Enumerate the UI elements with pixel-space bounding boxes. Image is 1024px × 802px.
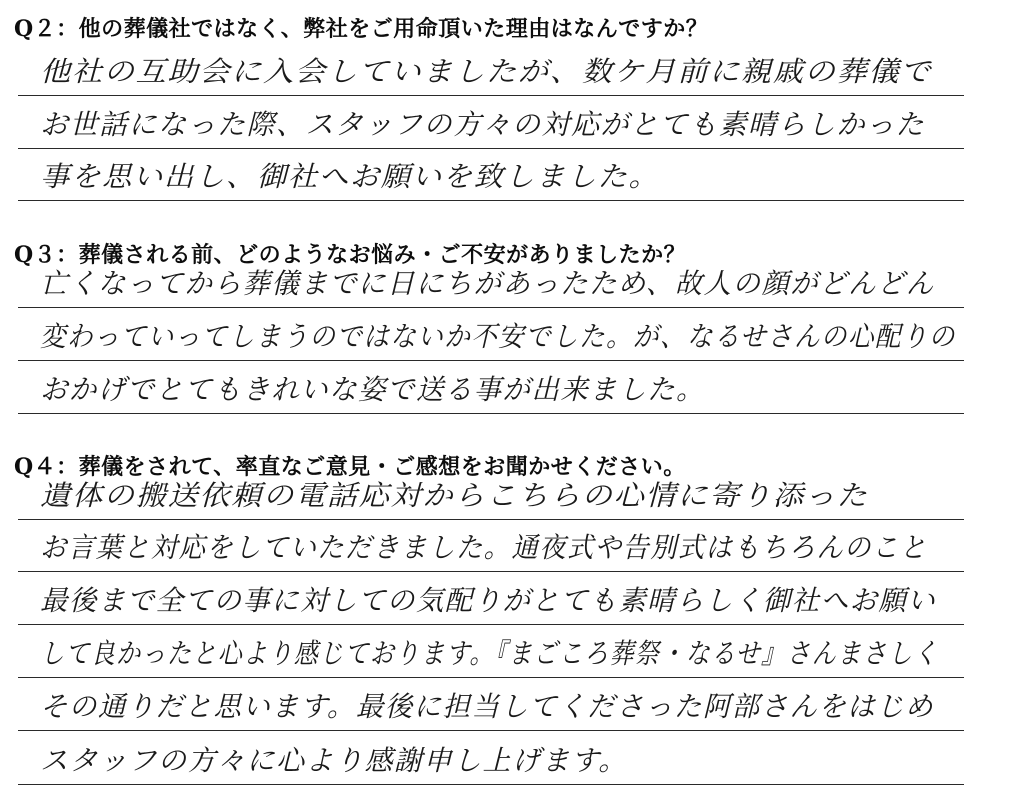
handwritten-answer: お世話になった際、スタッフの方々の対応がとても素晴らしかった — [40, 108, 926, 141]
answer-line — [18, 265, 964, 308]
answer-line — [18, 53, 964, 96]
handwritten-answer: 事を思い出し、御社へお願いを致しました。 — [40, 160, 660, 193]
handwritten-answer: お言葉と対応をしていただきました。通夜式や告別式はもちろんのこと — [40, 531, 928, 564]
answer-line — [18, 688, 964, 731]
handwritten-answer: 変わっていってしまうのではないか不安でした。が、なるせさんの心配りの — [40, 320, 956, 353]
handwritten-answer: おかげでとてもきれいな姿で送る事が出来ました。 — [40, 373, 705, 406]
question-q2: Q２：他の葬儀社ではなく、弊社をご用命頂いた理由はなんですか？ — [14, 16, 709, 42]
handwritten-answer: その通りだと思います。最後に担当してくださった阿部さんをはじめ — [40, 690, 935, 723]
handwritten-answer: 他社の互助会に入会していましたが、数ケ月前に親戚の葬儀で — [40, 55, 933, 88]
answer-line — [18, 582, 964, 625]
handwritten-answer: して良かったと心より感じております。『まごころ葬祭・なるせ』さんまさしく — [40, 637, 939, 670]
question-q4: Q４：葬儀をされて、率直なご意見・ご感想をお聞かせください。 — [14, 454, 686, 480]
handwritten-answer: 最後まで全ての事に対しての気配りがとても素晴らしく御社へお願い — [40, 584, 937, 617]
handwritten-answer: スタッフの方々に心より感謝申し上げます。 — [40, 744, 628, 777]
answer-line — [18, 477, 964, 520]
answer-line — [18, 318, 964, 361]
answer-line — [18, 529, 964, 572]
answer-line — [18, 742, 964, 785]
handwritten-answer: 遺体の搬送依頼の電話応対からこちらの心情に寄り添った — [40, 479, 869, 512]
handwritten-answer: 亡くなってから葬儀までに日にちがあったため、故人の顔がどんどん — [40, 267, 935, 300]
answer-line — [18, 106, 964, 149]
answer-line — [18, 635, 964, 678]
answer-line — [18, 371, 964, 414]
question-q3: Q３：葬儀される前、どのようなお悩み・ご不安がありましたか？ — [14, 242, 687, 268]
answer-line — [18, 158, 964, 201]
